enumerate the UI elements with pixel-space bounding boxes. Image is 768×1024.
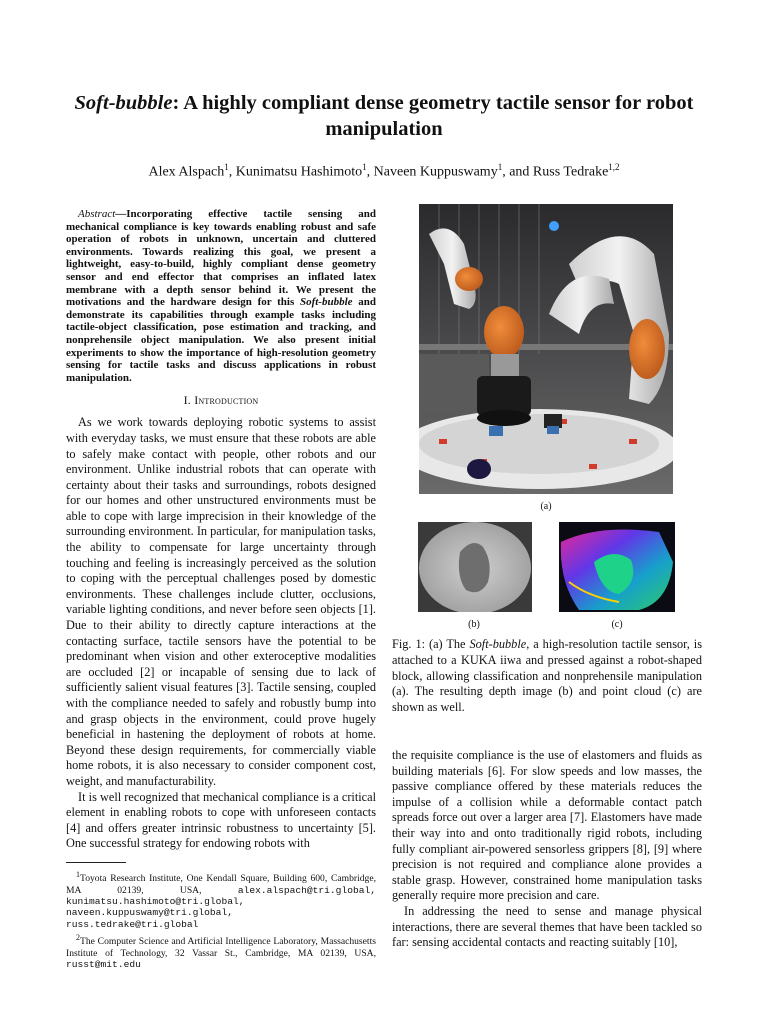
abstract-text: Incorporating effective tactile sensing and mechanical compliance is key towards enabling robust and safe operation of robots in unknown, uncertain and cluttered environments. Towards realizing this goal, we present a lightweight, easy-to-build, highly compliant dense geometry sensor and end effector that comprises an inflated latex membrane with a depth sensor behind it. We present the motivations and the hardware design for this	[66, 208, 376, 309]
author-affiliation: 1	[224, 162, 229, 172]
caption-prefix: Fig. 1: (a) The	[392, 637, 470, 651]
figure-point-cloud	[559, 522, 675, 612]
email-link[interactable]: russt@mit.edu	[66, 959, 141, 971]
right-paragraph-2: In addressing the need to sense and manage physical interactions, there are several themes that have been tackled so far: sensing accidental contacts and reacting suitably [10],	[392, 903, 702, 950]
footnote-2-text: The Computer Science and Artificial Intelligence Laboratory, Massachusetts Institute of Technology, 32 Vassar St., Cambridge, MA 02139, USA,	[66, 936, 376, 959]
author-list	[60, 162, 708, 181]
footnote-1	[66, 869, 376, 930]
author-name: Naveen Kuppuswamy	[373, 164, 498, 180]
abstract-dash: —	[115, 208, 127, 220]
title-emphasis: Soft-bubble	[74, 92, 173, 114]
right-paragraph-1: the requisite compliance is the use of elastomers and fluids as building materials [6]. For slow speeds and low masses, the passive compliance offered by these materials reduces the impulse of a collision while a deformable contact patch spreads force out over a larger area [7]. Elastomers have made their way into and onto traditionally rigid robots, including fully compliant air-powered sensorless grippers [8], [9] where precision is not required and compliance alone provides a stable grasp. However, constrained home manipulation tasks generally require more precision and care.	[392, 748, 702, 903]
abstract	[66, 208, 376, 384]
robot-photo-image	[419, 204, 673, 494]
left-column	[66, 208, 376, 973]
author-affiliation: 1	[362, 162, 367, 172]
section-title: Introduction	[194, 393, 259, 408]
title-rest: : A highly compliant dense geometry tactile sensor for robot manipulation	[172, 92, 694, 140]
abstract-text-cont: and demonstrate its capabilities through example tasks including tactile-object classification, pose estimation and tracking, and nonprehensile object manipulation. We also present initial experiments to show the importance of high-resolution geometry sensing for tactile tasks and discuss applications in robust manipulation.	[66, 296, 376, 384]
email-link[interactable]: russ.tedrake@tri.global	[66, 918, 199, 930]
figure-depth-image	[418, 522, 532, 612]
depth-image	[418, 522, 532, 612]
email-link[interactable]: naveen.kuppuswamy@tri.global,	[66, 907, 233, 919]
footnote-marker: 2	[76, 933, 80, 943]
footnote-marker: 1	[76, 869, 80, 879]
caption-text: , a high-resolution tactile sensor, is attached to a KUKA iiwa and pressed against a robot-shaped block, allowing classification and nonprehensile manipulation (a). The resulting depth image (b) and point cloud (c) are shown as well.	[392, 637, 702, 715]
email-link[interactable]: kunimatsu.hashimoto@tri.global,	[66, 895, 245, 907]
figure-label-b: (b)	[468, 619, 480, 630]
figure-label-c: (c)	[611, 619, 623, 630]
author-separator: ,	[366, 164, 374, 180]
figure-robot-photo	[419, 204, 673, 494]
caption-emphasis: Soft-bubble	[469, 637, 527, 651]
figure-label-a: (a)	[540, 501, 552, 512]
author-separator: , and	[502, 164, 533, 180]
author-name: Russ Tedrake	[532, 164, 609, 180]
author-name: Kunimatsu Hashimoto	[235, 164, 363, 180]
footnote-1-text: Toyota Research Institute, One Kendall Square, Building 600, Cambridge, MA 02139, USA,	[66, 873, 376, 896]
point-cloud-image	[559, 522, 675, 612]
footnote-2	[66, 932, 376, 970]
author-separator: ,	[228, 164, 236, 180]
abstract-label: Abstract	[78, 208, 116, 220]
paper-title	[60, 90, 708, 142]
intro-paragraph-2: It is well recognized that mechanical compliance is a critical element in enabling robots to cope with unforeseen contacts [4] and offers greater intrinsic robustness to uncertainty [5]. One successful strategy for endowing robots with	[66, 789, 376, 851]
footnote-divider	[66, 862, 126, 863]
section-heading	[66, 393, 376, 408]
author-affiliation: 1	[497, 162, 503, 172]
right-column	[392, 748, 702, 951]
section-number: I.	[183, 393, 192, 408]
intro-paragraph-1: As we work towards deploying robotic systems to assist with everyday tasks, we must ensure that these robots are able to safely make contact with people, other robots and our environment. Unlike industrial robots that can operate with certainty about their tasks and surroundings, robots designed for our homes and other unstructured environments must be able to cope with large imprecision in their knowledge of the surrounding environment. In particular, for manipulation tasks, the ability to compensate for large uncertainty through touching and feeling is increasingly perceived as the solution to coping with the perceptual challenges posed by domestic environments. These challenges include clutter, occlusions, variable lighting conditions, and never before seen objects [1]. Due to their ability to directly capture interactions at the contacting surface, tactile sensors have the potential to be predominant when vision and other exteroceptive modalities are occluded [2] or incapable of sensing due to lack of sufficiently salient visual features [3]. Tactile sensing, coupled with the compliance needed to safely and robustly bump into and grasp objects in the environment, could prove hugely beneficial in hastening the deployment of robots at home. Beyond these design requirements, for commercially viable home robots, it is also necessary to consider component cost, weight, and manufacturability.	[66, 415, 376, 788]
abstract-emphasis: Soft-bubble	[299, 296, 353, 309]
email-link[interactable]: alex.alspach@tri.global,	[237, 884, 376, 896]
figure-caption	[392, 637, 702, 716]
author-name: Alex Alspach	[148, 164, 225, 180]
author-affiliation: 1,2	[608, 162, 620, 172]
